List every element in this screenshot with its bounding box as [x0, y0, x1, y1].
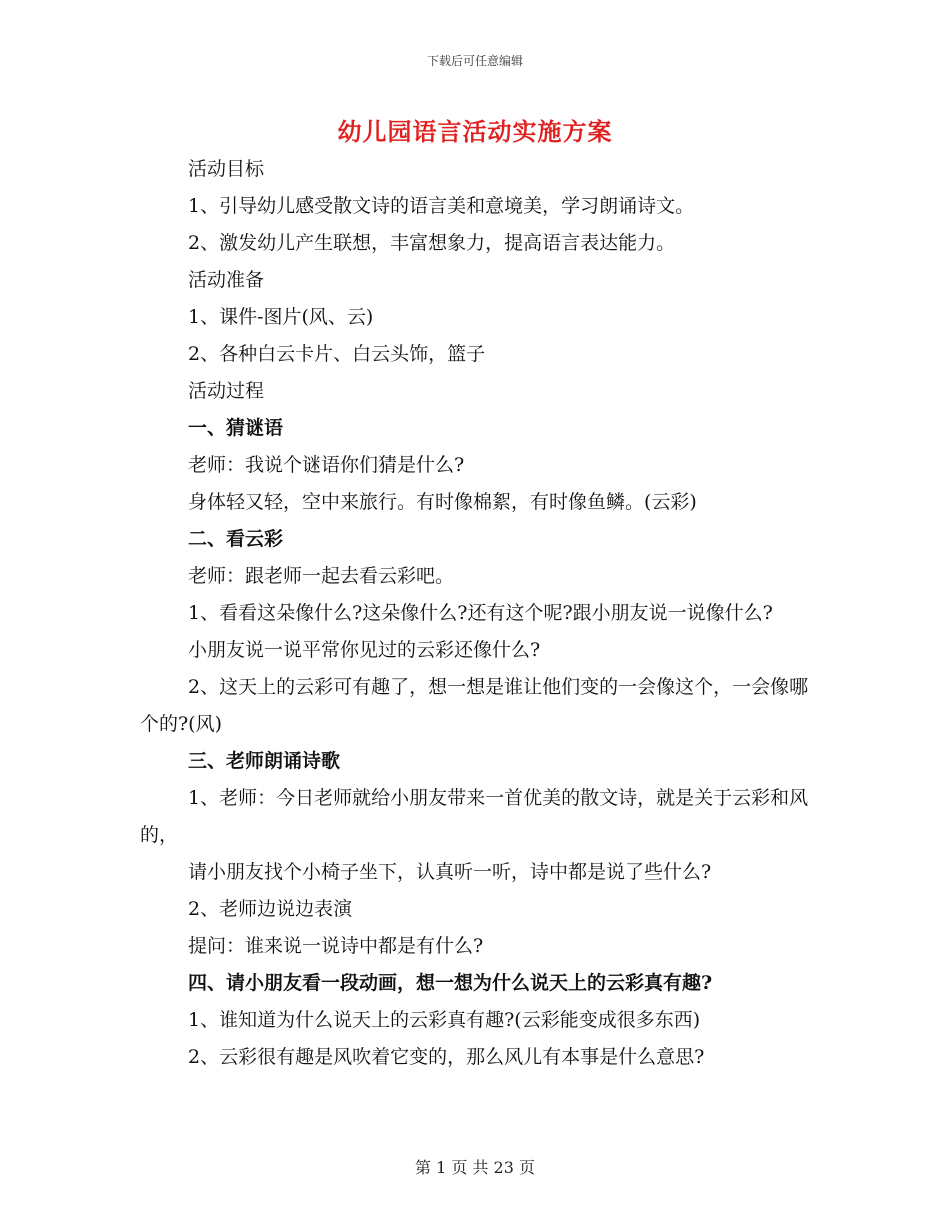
page-footer: 第 1 页 共 23 页	[415, 1158, 535, 1177]
step-heading: 二、看云彩	[188, 528, 284, 550]
paragraph: 请小朋友找个小椅子坐下，认真听一听，诗中都是说了些什么?	[188, 861, 712, 883]
section-heading: 活动目标	[188, 158, 265, 180]
paragraph: 2、各种白云卡片、白云头饰，篮子	[188, 343, 486, 365]
step-heading: 三、老师朗诵诗歌	[188, 750, 341, 772]
header-note: 下载后可任意编辑	[426, 54, 523, 68]
paragraph: 2、老师边说边表演	[188, 898, 353, 920]
paragraph: 老师：我说个谜语你们猜是什么?	[188, 454, 465, 476]
section-heading: 活动过程	[188, 380, 265, 402]
document-title: 幼儿园语言活动实施方案	[337, 117, 613, 146]
step-heading: 一、猜谜语	[188, 417, 284, 439]
paragraph: 提问：谁来说一说诗中都是有什么?	[188, 935, 484, 957]
section-heading: 活动准备	[188, 269, 265, 291]
paragraph: 1、谁知道为什么说天上的云彩真有趣?(云彩能变成很多东西)	[188, 1009, 701, 1031]
paragraph: 1、老师：今日老师就给小朋友带来一首优美的散文诗，就是关于云彩和风的，	[140, 787, 809, 846]
paragraph: 1、引导幼儿感受散文诗的语言美和意境美，学习朗诵诗文。	[188, 195, 695, 217]
paragraph: 老师：跟老师一起去看云彩吧。	[188, 565, 455, 587]
paragraph: 1、看看这朵像什么?这朵像什么?还有这个呢?跟小朋友说一说像什么?	[188, 602, 773, 624]
paragraph: 2、云彩很有趣是风吹着它变的，那么风儿有本事是什么意思?	[188, 1046, 705, 1068]
document-body	[140, 151, 810, 1076]
paragraph: 小朋友说一说平常你见过的云彩还像什么?	[188, 639, 541, 661]
paragraph: 2、这天上的云彩可有趣了，想一想是谁让他们变的一会像这个，一会像哪个的?(风)	[140, 676, 809, 735]
paragraph: 身体轻又轻，空中来旅行。有时像棉絮，有时像鱼鳞。(云彩)	[188, 491, 697, 513]
paragraph: 2、激发幼儿产生联想，丰富想象力，提高语言表达能力。	[188, 232, 676, 254]
paragraph: 1、课件-图片(风、云)	[188, 306, 374, 328]
step-heading: 四、请小朋友看一段动画，想一想为什么说天上的云彩真有趣?	[188, 972, 713, 994]
